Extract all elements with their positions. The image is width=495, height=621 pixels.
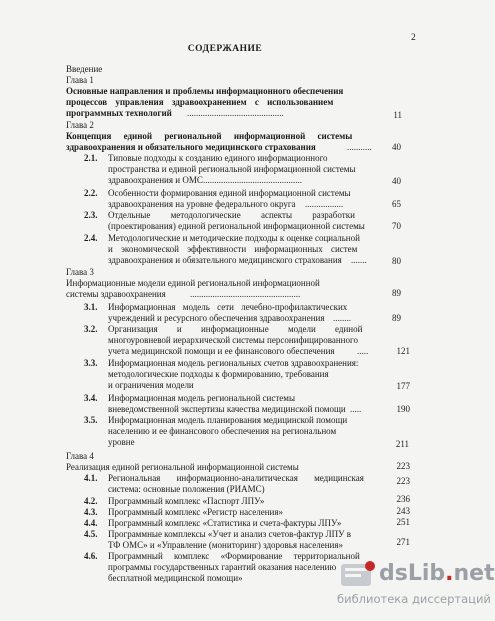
item-3-2-page: 121 (396, 346, 410, 356)
item-4-6-line-1: Программный комплекс «Формирование территориальной (108, 551, 360, 561)
item-4-1-page: 223 (396, 476, 410, 486)
chapter-4-label: Глава 4 (66, 451, 94, 461)
chapter-1-title-line-2: процессов управления здравоохранением с использованием (66, 97, 334, 107)
chapter-3-title-line-2: системы здравоохранения (66, 289, 166, 299)
item-3-3-line-1: Информационная модель региональных счетов здравоохранения: (108, 358, 359, 368)
item-4-5-page: 271 (396, 537, 410, 547)
item-3-4-line-2: вневедомственной экспертизы качества медицинской помощи (108, 404, 346, 414)
item-2-3-number: 2.3. (84, 210, 98, 220)
item-3-2-line-1: Организация и информационные модели единой (108, 324, 363, 334)
item-3-1-line-1: Информационная модель сети лечебно-профилактических (108, 302, 348, 312)
leader-dots: ........... (347, 142, 372, 152)
item-4-1-number: 4.1. (84, 473, 98, 483)
dslib-watermark (337, 558, 495, 621)
item-2-3-line-2: (проектирования) единой региональной информационной системы (108, 221, 365, 231)
item-2-4-line-2: и экономической эффективности информационных систем (108, 244, 358, 254)
leader-dots: ................................................. (190, 289, 301, 299)
leader-dots: ................. (305, 199, 344, 209)
item-4-2-number: 4.2. (84, 496, 98, 506)
chapter-2-title-line-1: Концепция единой региональной информационной системы (66, 131, 353, 141)
leader-dots: ............................................ (203, 175, 302, 185)
item-4-5-line-2: ТФ ОМС» и «Управление (мониторинг) здоровья населения» (108, 540, 343, 550)
item-2-2-line-1: Особенности формирования единой информационной системы (108, 188, 351, 198)
item-4-2-line-1: Программный комплекс «Паспорт ЛПУ» (108, 496, 265, 506)
item-2-1-number: 2.1. (84, 153, 98, 163)
item-3-4-number: 3.4. (84, 393, 98, 403)
item-4-6-number: 4.6. (84, 551, 98, 561)
page-number: 2 (411, 33, 416, 43)
item-2-1-line-3: здравоохранения и ОМС (108, 175, 203, 185)
item-2-3-line-1: Отдельные методологические аспекты разработки (108, 210, 355, 220)
leader-dots: ..... (350, 404, 362, 414)
item-4-6-line-3: бесплатной медицинской помощи» (108, 573, 243, 583)
item-4-1-line-1: Региональная информационно-аналитическая медицинская (108, 473, 364, 483)
item-3-3-page: 177 (396, 381, 410, 391)
leader-dots: ....... (351, 255, 367, 265)
item-2-4-line-3: здравоохранения и обязательного медицинского страхования (108, 255, 342, 265)
watermark-logo-text: dsLib.net (379, 561, 495, 586)
item-2-4-page: 80 (392, 256, 401, 266)
chapter-3-label: Глава 3 (66, 267, 94, 277)
chapter-1-label: Глава 1 (66, 75, 94, 85)
item-3-5-line-1: Информационная модель планирования медицинской помощи (108, 415, 348, 425)
item-3-3-line-2: методологические подходы к формированию, требования (108, 369, 329, 379)
item-2-4-line-1: Методологические и методические подходы к оценке социальной (108, 233, 360, 243)
item-3-4-page: 190 (396, 404, 410, 414)
item-3-1-number: 3.1. (84, 302, 98, 312)
item-3-4-line-1: Информационная модель региональной системы (108, 393, 295, 403)
item-2-1-line-2: пространства и единой региональной информационной системы (108, 164, 356, 174)
leader-dots: ........ (333, 313, 351, 323)
page-title: СОДЕРЖАНИЕ (187, 44, 263, 54)
item-2-1-line-1: Типовые подходы к созданию единого информационного (108, 153, 328, 163)
item-2-2-page: 65 (392, 199, 401, 209)
item-2-1-page: 40 (392, 176, 401, 186)
item-4-4-page: 251 (396, 517, 410, 527)
item-4-5-line-1: Программные комплексы «Учет и анализ счетов-фактур ЛПУ в (108, 529, 352, 539)
item-3-1-line-2: учреждений и ресурсного обеспечения здравоохранения (108, 313, 325, 323)
chapter-2-label: Глава 2 (66, 120, 94, 130)
item-2-2-line-2: здравоохранения на уровне федерального округа (108, 199, 296, 209)
item-4-3-page: 243 (396, 506, 410, 516)
item-4-5-number: 4.5. (84, 529, 98, 539)
watermark-subtitle: библиотека диссертаций (337, 592, 491, 606)
item-4-4-number: 4.4. (84, 518, 98, 528)
chapter-1-page: 11 (393, 110, 402, 120)
item-4-6-line-2: программы государственных гарантий оказания населению (108, 562, 337, 572)
item-4-4-line-1: Программный комплекс «Статистика и счета-фактуры ЛПУ» (108, 518, 342, 528)
item-3-3-line-3: и ограничения модели (108, 380, 194, 390)
leader-dots: ..... (357, 346, 369, 356)
item-2-4-number: 2.4. (84, 233, 98, 243)
item-3-5-line-3: уровне (108, 437, 135, 447)
item-2-2-number: 2.2. (84, 188, 98, 198)
dslib-logo-icon (337, 558, 377, 590)
item-3-2-number: 3.2. (84, 324, 98, 334)
chapter-3-title-line-1: Информационные модели единой региональной информационной (66, 278, 320, 288)
intro-entry: Введение (66, 64, 103, 74)
chapter-4-title-line-1: Реализация единой региональной информационной системы (66, 462, 299, 472)
item-4-3-number: 4.3. (84, 507, 98, 517)
item-4-3-line-1: Программный комплекс «Регистр населения» (108, 507, 283, 517)
chapter-1-title-line-1: Основные направления и проблемы информационного обеспечения (66, 86, 344, 96)
item-3-5-line-2: населению и ее финансового обеспечения на региональном (108, 426, 337, 436)
chapter-2-page: 40 (392, 142, 401, 152)
item-2-3-page: 70 (392, 221, 401, 231)
chapter-4-page: 223 (396, 461, 410, 471)
chapter-3-page: 89 (392, 288, 401, 298)
chapter-1-title-line-3: программных технологий (66, 108, 172, 118)
item-3-5-page: 211 (395, 439, 409, 449)
item-3-3-number: 3.3. (84, 358, 98, 368)
item-3-2-line-3: учета медицинской помощи и ее финансового обеспечения (108, 346, 335, 356)
item-3-5-number: 3.5. (84, 415, 98, 425)
item-4-2-page: 236 (396, 494, 410, 504)
item-3-1-page: 89 (392, 313, 401, 323)
item-3-2-line-2: многоуровневой иерархической системы персонифицированного (108, 335, 358, 345)
leader-dots: ........................................... (187, 108, 284, 118)
chapter-2-title-line-2: здравоохранения и обязательного медицинского страхования (66, 142, 316, 152)
item-4-1-line-2: система: основные положения (РИАМС) (108, 484, 265, 494)
